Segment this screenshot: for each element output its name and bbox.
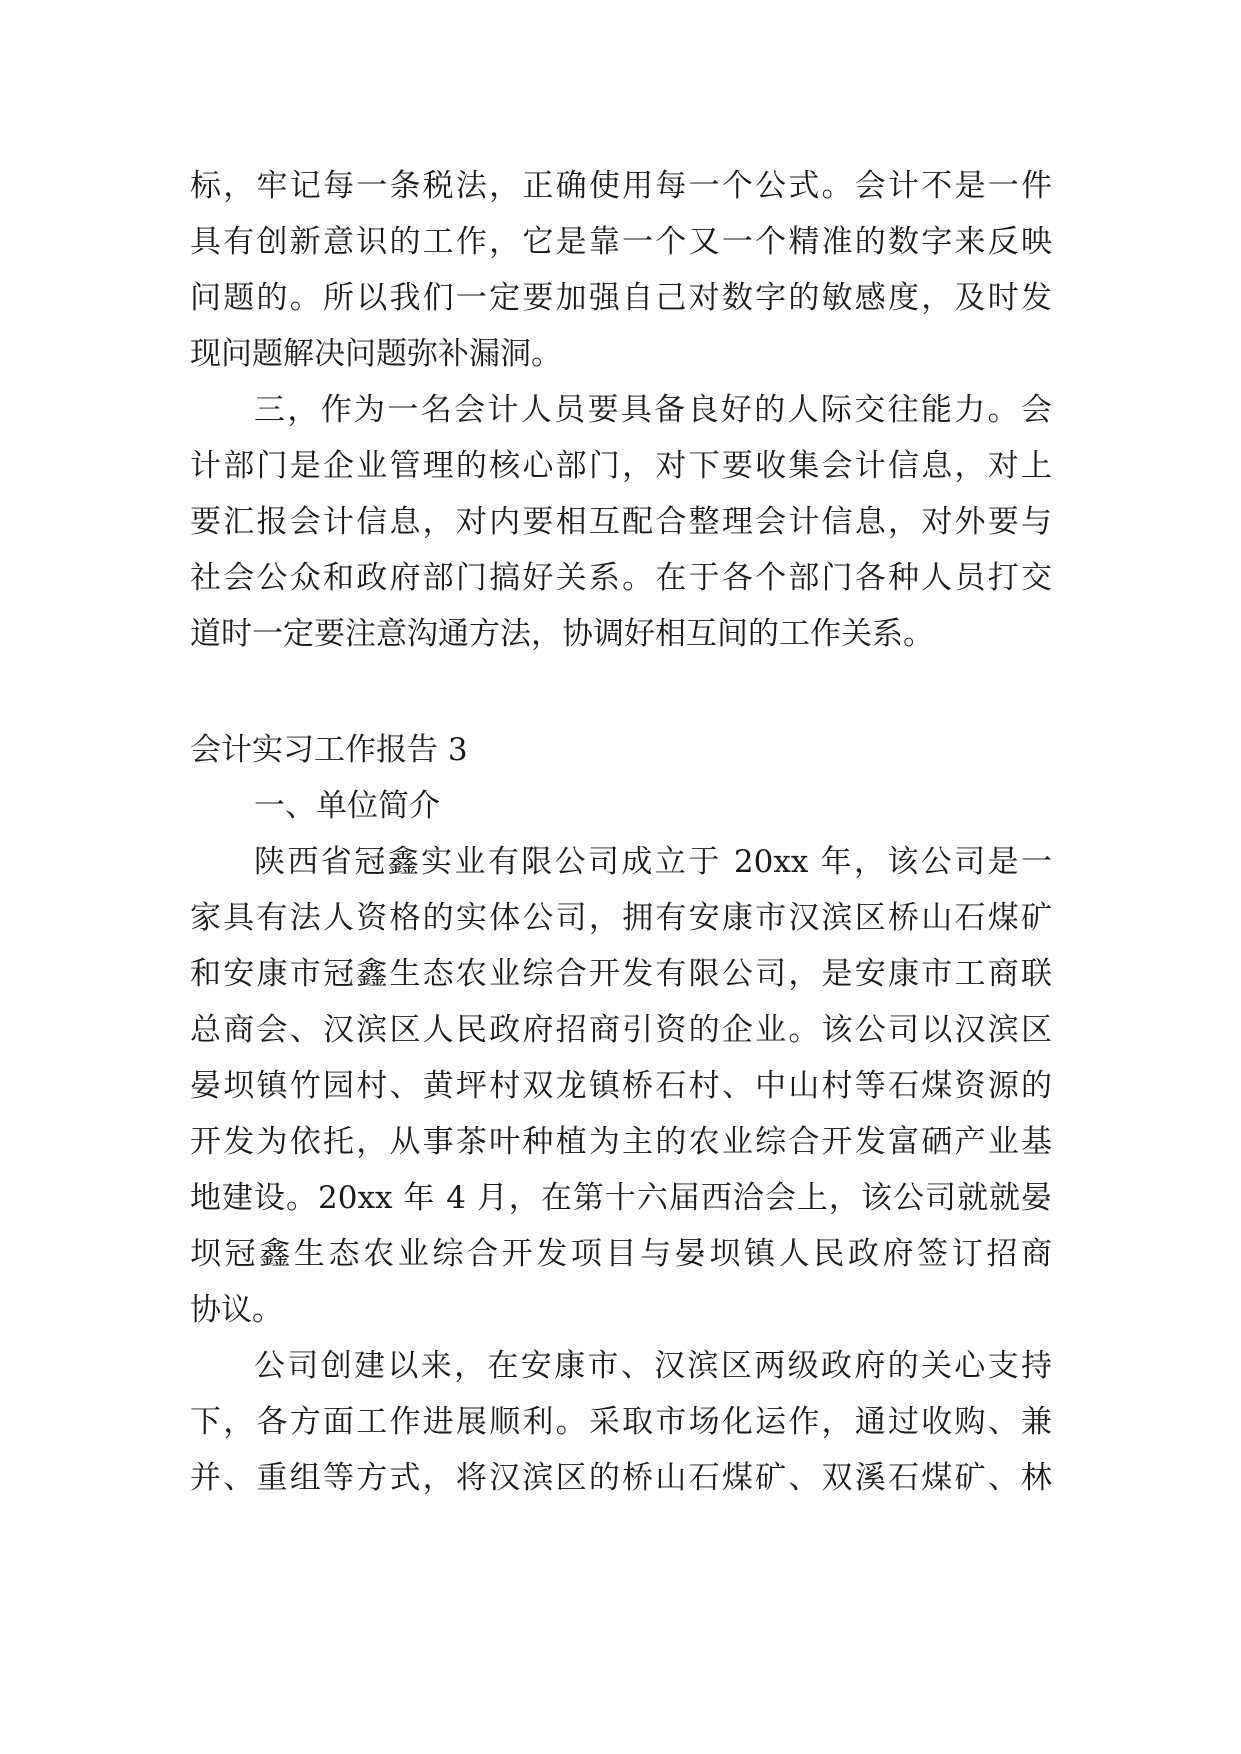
paragraph-line: 开发为依托，从事茶叶种植为主的农业综合开发富硒产业基 xyxy=(190,1124,1052,1160)
paragraph-line: 晏坝镇竹园村、黄坪村双龙镇桥石村、中山村等石煤资源的 xyxy=(190,1068,1052,1104)
paragraph-line: 现问题解决问题弥补漏洞。 xyxy=(190,336,562,372)
paragraph-line: 社会公众和政府部门搞好关系。在于各个部门各种人员打交 xyxy=(190,560,1052,596)
paragraph-line: 道时一定要注意沟通方法，协调好相互间的工作关系。 xyxy=(190,616,934,652)
paragraph-line: 地建设。20xx 年 4 月，在第十六届西洽会上，该公司就就晏 xyxy=(190,1180,1052,1216)
paragraph-line: 并、重组等方式，将汉滨区的桥山石煤矿、双溪石煤矿、林 xyxy=(190,1460,1052,1496)
paragraph-line: 和安康市冠鑫生态农业综合开发有限公司，是安康市工商联 xyxy=(190,956,1052,992)
report-title: 会计实习工作报告 3 xyxy=(190,732,468,768)
section-heading: 一、单位简介 xyxy=(254,788,440,824)
paragraph-line: 要汇报会计信息，对内要相互配合整理会计信息，对外要与 xyxy=(190,504,1052,540)
paragraph-line: 计部门是企业管理的核心部门，对下要收集会计信息，对上 xyxy=(190,448,1052,484)
paragraph-line: 坝冠鑫生态农业综合开发项目与晏坝镇人民政府签订招商 xyxy=(190,1236,1052,1272)
paragraph-line: 下，各方面工作进展顺利。采取市场化运作，通过收购、兼 xyxy=(190,1404,1052,1440)
paragraph-line: 三，作为一名会计人员要具备良好的人际交往能力。会 xyxy=(254,392,1052,428)
paragraph-line: 协议。 xyxy=(190,1292,283,1328)
paragraph-line: 陕西省冠鑫实业有限公司成立于 20xx 年，该公司是一 xyxy=(254,844,1052,880)
paragraph-line: 家具有法人资格的实体公司，拥有安康市汉滨区桥山石煤矿 xyxy=(190,900,1052,936)
paragraph-line: 总商会、汉滨区人民政府招商引资的企业。该公司以汉滨区 xyxy=(190,1012,1052,1048)
paragraph-line: 标，牢记每一条税法，正确使用每一个公式。会计不是一件 xyxy=(190,168,1052,204)
paragraph-line: 具有创新意识的工作，它是靠一个又一个精准的数字来反映 xyxy=(190,224,1052,260)
paragraph-line: 问题的。所以我们一定要加强自己对数字的敏感度，及时发 xyxy=(190,280,1052,316)
paragraph-line: 公司创建以来，在安康市、汉滨区两级政府的关心支持 xyxy=(254,1348,1052,1384)
